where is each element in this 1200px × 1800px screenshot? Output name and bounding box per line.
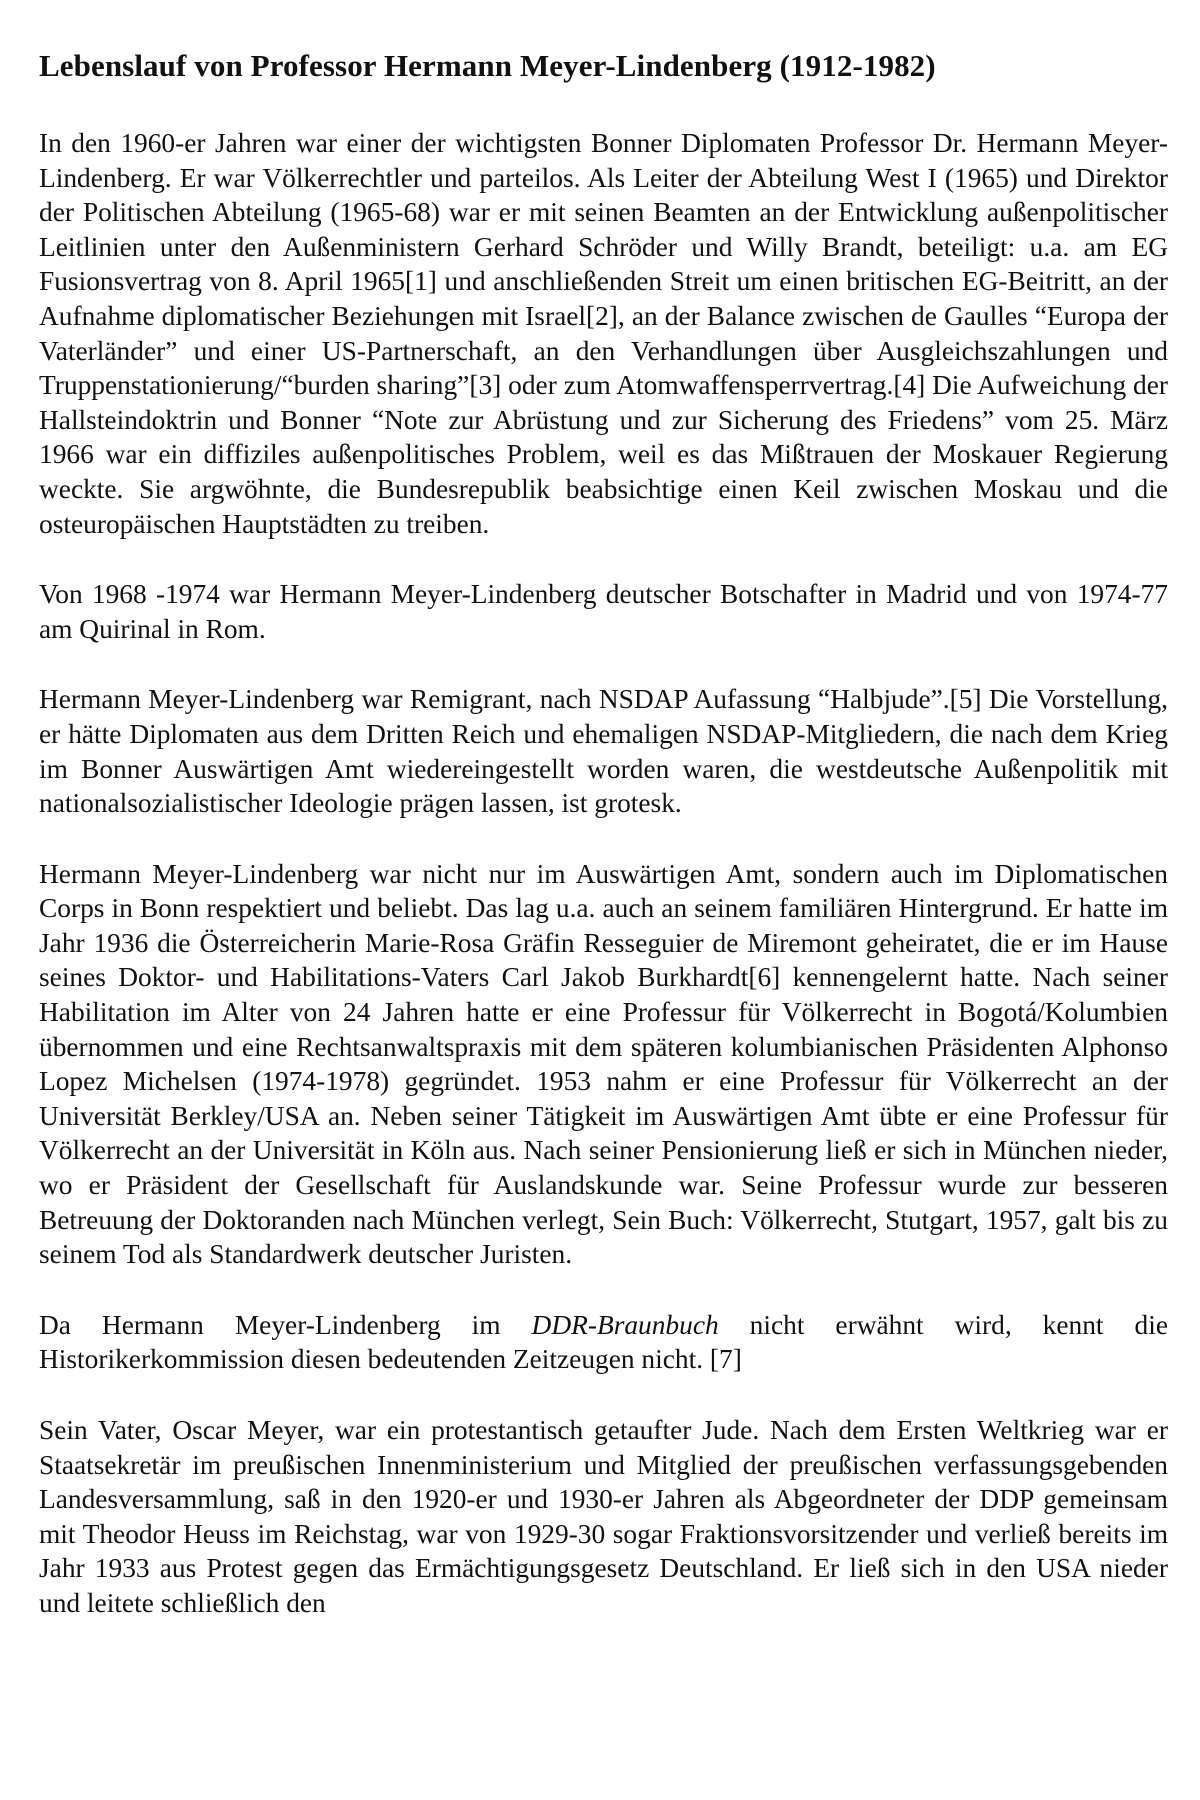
braunbuch-title: DDR-Braunbuch	[531, 1309, 719, 1340]
document-title: Lebenslauf von Professor Hermann Meyer-Lindenberg (1912-1982)	[39, 48, 936, 83]
paragraph-remigrant: Hermann Meyer-Lindenberg war Remigrant, nach NSDAP Aufassung “Halbjude”.[5] Die Vorstellung, er hätte Diplomaten aus dem Dritten Reich und ehemaligen NSDAP-Mitgliedern, die nach dem Krieg im Bonner Auswärtigen Amt wiedereingestellt worden waren, die westdeutsche Außenpolitik mit nationalsozialistischer Ideologie prägen lassen, ist grotesk.	[39, 684, 1168, 819]
paragraph-father: Sein Vater, Oscar Meyer, war ein protestantisch getaufter Jude. Nach dem Ersten Weltkrieg war er Staatsekretär im preußischen Innenministerium und Mitglied der preußischen verfassungsgebenden Landesversammlung, saß in den 1920-er und 1930-er Jahren als Abgeordneter der DDP gemeinsam mit Theodor Heuss im Reichstag, war von 1929-30 sogar Fraktionsvorsitzender und verließ bereits im Jahr 1933 aus Protest gegen das Ermächtigungsgesetz Deutschland. Er ließ sich in den USA nieder und leitete schließlich den	[39, 1415, 1168, 1618]
paragraph-braunbuch	[39, 1308, 1168, 1377]
braunbuch-text-after: nicht erwähnt wird, kennt die Historikerkommission diesen bedeutenden Zeitzeugen nicht. [7]	[39, 1309, 1168, 1375]
paragraph-ambassador: Von 1968 -1974 war Hermann Meyer-Lindenberg deutscher Botschafter in Madrid und von 1974-77 am Quirinal in Rom.	[39, 579, 1168, 644]
braunbuch-text-before: Da Hermann Meyer-Lindenberg im	[39, 1309, 532, 1340]
paragraph-background: Hermann Meyer-Lindenberg war nicht nur im Auswärtigen Amt, sondern auch im Diplomatischen Corps in Bonn respektiert und beliebt. Das lag u.a. auch an seinem familiären Hintergrund. Er hatte im Jahr 1936 die Österreicherin Marie-Rosa Gräfin Resseguier de Miremont geheiratet, die er im Hause seines Doktor- und Habilitations-Vaters Carl Jakob Burkhardt[6] kennengelernt hatte. Nach seiner Habilitation im Alter von 24 Jahren hatte er eine Professur für Völkerrecht in Bogotá/Kolumbien übernommen und eine Rechtsanwaltspraxis mit dem späteren kolumbianischen Präsidenten Alphonso Lopez Michelsen (1974-1978) gegründet. 1953 nahm er eine Professur für Völkerrecht an der Universität Berkley/USA an. Neben seiner Tätigkeit im Auswärtigen Amt übte er eine Professur für Völkerrecht an der Universität in Köln aus. Nach seiner Pensionierung ließ er sich in München nieder, wo er Präsident der Gesellschaft für Auslandskunde war. Seine Professur wurde zur besseren Betreuung der Doktoranden nach München verlegt, Sein Buch: Völkerrecht, Stutgart, 1957, galt bis zu seinem Tod als Standardwerk deutscher Juristen.	[39, 858, 1168, 1270]
paragraph-diplomatic-career: In den 1960-er Jahren war einer der wichtigsten Bonner Diplomaten Professor Dr. Hermann Meyer-Lindenberg. Er war Völkerrechtler und parteilos. Als Leiter der Abteilung West I (1965) und Direktor der Politischen Abteilung (1965-68) war er mit seinen Beamten an der Entwicklung außenpolitischer Leitlinien unter den Außenministern Gerhard Schröder und Willy Brandt, beteiligt: u.a. am EG Fusionsvertrag von 8. April 1965[1] und anschließenden Streit um einen britischen EG-Beitritt, an der Aufnahme diplomatischer Beziehungen mit Israel[2], an der Balance zwischen de Gaulles “Europa der Vaterländer” und einer US-Partnerschaft, an den Verhandlungen über Ausgleichszahlungen und Truppenstationierung/“burden sharing”[3] oder zum Atomwaffensperrvertrag.[4] Die Aufweichung der Hallsteindoktrin und Bonner “Note zur Abrüstung und zur Sicherung des Friedens” vom 25. März 1966 war ein diffiziles außenpolitisches Problem, weil es das Mißtrauen der Moskauer Regierung weckte. Sie argwöhnte, die Bundesrepublik beabsichtige einen Keil zwischen Moskau und die osteuropäischen Hauptstädten zu treiben.	[39, 128, 1168, 539]
